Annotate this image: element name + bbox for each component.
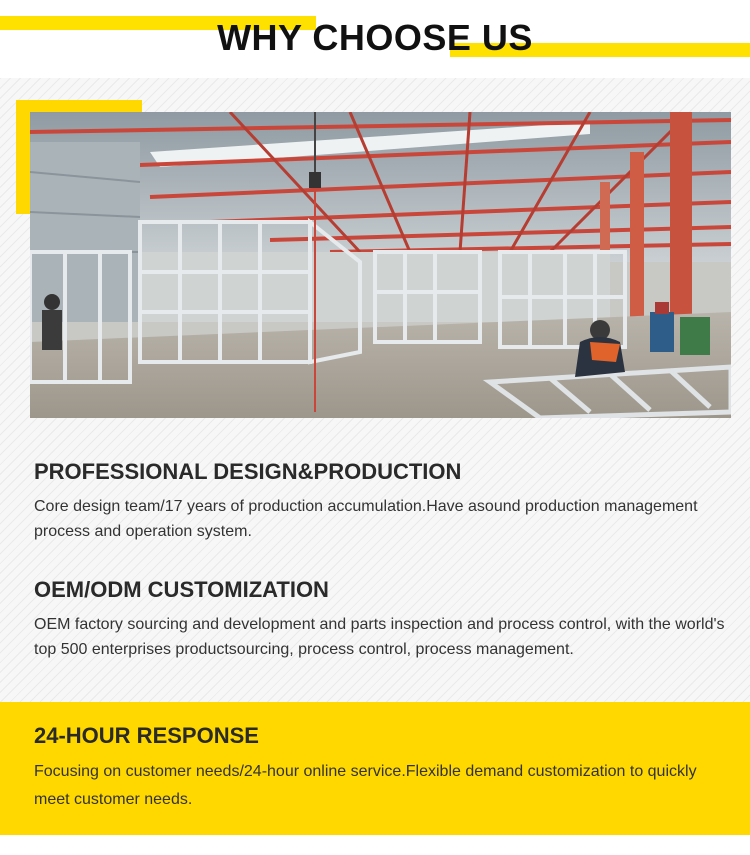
- section-body: Core design team/17 years of production accumulation.Have asound production management process and operation system.: [34, 498, 698, 540]
- factory-photo: [30, 112, 731, 418]
- section-body: Focusing on customer needs/24-hour online service.Flexible demand customization to quickly meet customer needs.: [34, 763, 697, 808]
- section-24-hour-response: [34, 722, 734, 814]
- section-body: OEM factory sourcing and development and parts inspection and process control, with the world's top 500 enterprises productsourcing, process control, process management.: [34, 616, 725, 658]
- factory-photo-illustration: [30, 112, 731, 418]
- section-professional-design: [34, 458, 734, 544]
- page-title: WHY CHOOSE US: [217, 17, 533, 58]
- section-title: OEM/ODM CUSTOMIZATION: [34, 577, 329, 602]
- header: [0, 0, 750, 78]
- section-oem-odm: [34, 576, 734, 662]
- section-title: 24-HOUR RESPONSE: [34, 723, 259, 748]
- section-title: PROFESSIONAL DESIGN&PRODUCTION: [34, 459, 462, 484]
